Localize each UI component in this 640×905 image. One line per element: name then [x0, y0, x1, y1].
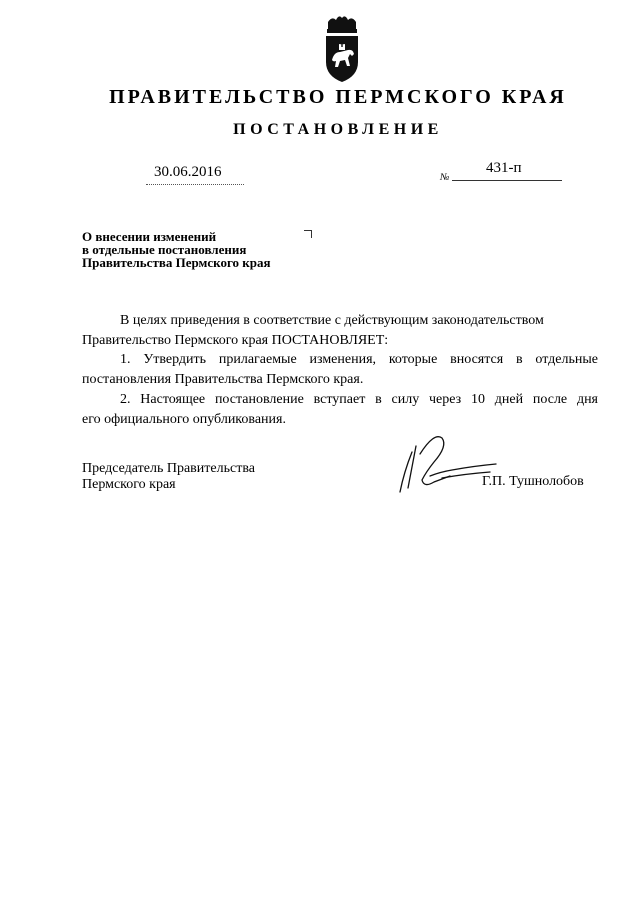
subject-line: Правительства Пермского края [82, 255, 271, 270]
position-line: Председатель Правительства [82, 461, 255, 476]
coat-of-arms-icon [322, 14, 362, 84]
document-type: ПОСТАНОВЛЕНИЕ [233, 121, 443, 138]
preamble-line: Правительство Пермского края ПОСТАНОВЛЯЕТ: [82, 333, 389, 348]
item-2-line: его официального опубликования. [82, 412, 286, 427]
document-date: 30.06.2016 [154, 164, 222, 180]
signatory-name: Г.П. Тушнолобов [482, 474, 584, 489]
document-subject [82, 230, 271, 269]
document-number: 431-п [486, 160, 522, 176]
item-1-line: постановления Правительства Пермского края. [82, 372, 364, 387]
number-sign: № [440, 172, 450, 183]
subject-line: в отдельные постановления [82, 242, 247, 257]
item-1-line: 1. Утвердить прилагаемые изменения, которые вносятся в отдельные [120, 352, 598, 367]
corner-mark [304, 230, 312, 238]
subject-line: О внесении изменений [82, 229, 217, 244]
preamble-line: В целях приведения в соответствие с действующим законодательством [120, 313, 544, 328]
position-line: Пермского края [82, 477, 176, 492]
item-2-line: 2. Настоящее постановление вступает в силу через 10 дней после дня [120, 392, 598, 407]
signatory-position [82, 461, 255, 493]
organization-title: ПРАВИТЕЛЬСТВО ПЕРМСКОГО КРАЯ [109, 86, 567, 108]
